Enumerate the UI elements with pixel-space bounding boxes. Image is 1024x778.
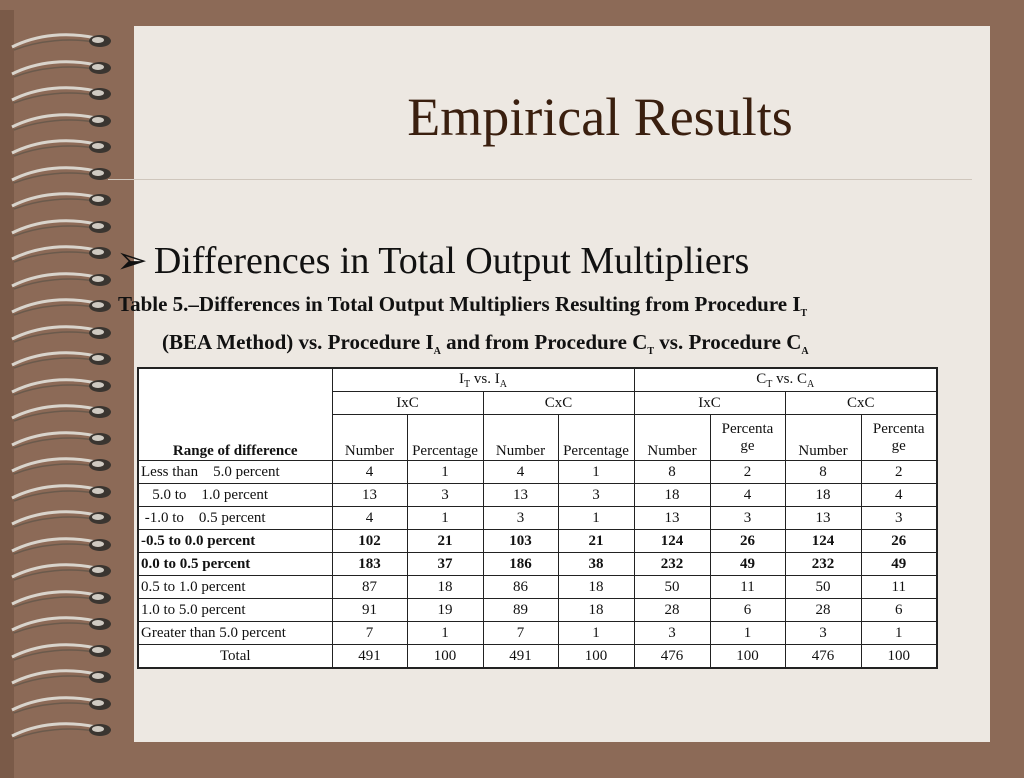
subgroup-header: IxC [634,392,785,415]
range-header-cell [138,368,332,461]
column-header: Percenta ge [710,415,785,461]
table-cell: 232 [785,553,861,576]
row-label: -0.5 to 0.0 percent [138,530,332,553]
spiral-coil-icon [8,456,114,476]
table-cell: 3 [861,507,937,530]
table-cell: 4 [332,461,407,484]
table-cell: 1 [558,622,634,645]
total-label: Total [138,645,332,669]
table-cell: 89 [483,599,558,622]
caption-text: (BEA Method) vs. Procedure I [162,330,434,355]
table-cell: 4 [483,461,558,484]
caption-subscript: T [800,308,808,320]
table-cell: 100 [861,645,937,669]
spiral-coil-icon [8,536,114,556]
table-cell: 3 [483,507,558,530]
range-header: Range of difference [172,443,298,459]
spiral-coil-icon [8,668,114,688]
spiral-coil-icon [8,138,114,158]
row-label: 0.5 to 1.0 percent [138,576,332,599]
table-cell: 124 [634,530,710,553]
table-cell: 7 [332,622,407,645]
table-cell: 3 [558,484,634,507]
spiral-coil-icon [8,32,114,52]
subgroup-header: CxC [785,392,937,415]
row-label: -1.0 to 0.5 percent [138,507,332,530]
table-row [138,576,937,599]
column-header: Number [483,415,558,461]
caption-subscript: T [647,346,655,358]
table-cell: 100 [407,645,483,669]
row-label: 0.0 to 0.5 percent [138,553,332,576]
spiral-coil-icon [8,642,114,662]
spiral-coil-icon [8,483,114,503]
table-cell: 1 [558,461,634,484]
slide-title: Empirical Results [407,87,793,147]
spiral-coil-icon [8,244,114,264]
caption-text: vs. Procedure C [654,330,802,355]
spiral-coil-icon [8,615,114,635]
row-label: 1.0 to 5.0 percent [138,599,332,622]
table-cell: 1 [407,507,483,530]
column-header: Percentage [558,415,634,461]
total-row [138,645,937,669]
table-cell: 13 [785,507,861,530]
spiral-coil-icon [8,509,114,529]
table-cell: 37 [407,553,483,576]
spiral-coil-icon [8,695,114,715]
column-header: Percentage [407,415,483,461]
bullet-item [116,238,749,283]
subgroup-header: IxC [332,392,483,415]
spiral-coil-icon [8,218,114,238]
bullet-text: Differences in Total Output Multipliers [153,240,750,282]
table-cell: 124 [785,530,861,553]
table-row [138,507,937,530]
table-cell: 4 [710,484,785,507]
table-cell: 86 [483,576,558,599]
table-cell: 13 [483,484,558,507]
spiral-coil-icon [8,59,114,79]
table-cell: 100 [558,645,634,669]
spiral-coil-icon [8,721,114,741]
table-cell: 11 [861,576,937,599]
table-row [138,530,937,553]
table-cell: 476 [634,645,710,669]
table-cell: 8 [634,461,710,484]
table-cell: 49 [710,553,785,576]
row-label: Greater than 5.0 percent [138,622,332,645]
table-cell: 13 [332,484,407,507]
table-cell: 3 [785,622,861,645]
table-cell: 1 [558,507,634,530]
title-divider [108,179,972,180]
column-header: Number [634,415,710,461]
table-row [138,461,937,484]
table-row [138,484,937,507]
group-header: $I_T$ vs. $I_A$ [332,368,634,392]
table-cell: 1 [710,622,785,645]
table-cell: 50 [785,576,861,599]
table-cell: 2 [710,461,785,484]
table-cell: 4 [332,507,407,530]
table-cell: 13 [634,507,710,530]
table-cell: 19 [407,599,483,622]
table-cell: 49 [861,553,937,576]
table-cell: 4 [861,484,937,507]
table-row [138,599,937,622]
spiral-coil-icon [8,589,114,609]
group-header: $C_T$ vs. $C_A$ [634,368,937,392]
table-cell: 38 [558,553,634,576]
spiral-coil-icon [8,297,114,317]
table-cell: 491 [332,645,407,669]
table-cell: 87 [332,576,407,599]
caption-subscript: A [433,346,441,358]
table-cell: 232 [634,553,710,576]
table-cell: 183 [332,553,407,576]
table-cell: 3 [710,507,785,530]
spiral-coil-icon [8,377,114,397]
table-cell: 18 [558,576,634,599]
column-header: Percenta ge [861,415,937,461]
table-cell: 103 [483,530,558,553]
bullet-arrow-icon: ➢ [116,240,148,282]
table-cell: 50 [634,576,710,599]
table-row [138,622,937,645]
table-cell: 1 [861,622,937,645]
caption-line-1 [118,290,978,328]
column-header: Number [785,415,861,461]
table-caption [118,290,978,366]
table-cell: 2 [861,461,937,484]
table-cell: 18 [407,576,483,599]
table-cell: 21 [558,530,634,553]
table-cell: 28 [785,599,861,622]
caption-subscript: A [801,346,809,358]
table-cell: 28 [634,599,710,622]
spiral-binding [0,10,134,750]
caption-text: Table 5.–Differences in Total Output Multipliers Resulting from Procedure I [118,292,801,316]
table-cell: 18 [634,484,710,507]
column-header: Number [332,415,407,461]
group-header-row [138,368,937,392]
subgroup-header: CxC [483,392,634,415]
row-label: 5.0 to 1.0 percent [138,484,332,507]
spiral-coil-icon [8,430,114,450]
row-label: Less than 5.0 percent [138,461,332,484]
table-cell: 3 [407,484,483,507]
table-cell: 6 [710,599,785,622]
table-cell: 8 [785,461,861,484]
table-cell: 3 [634,622,710,645]
table-cell: 100 [710,645,785,669]
table-cell: 11 [710,576,785,599]
spiral-coil-icon [8,112,114,132]
table-cell: 21 [407,530,483,553]
caption-text: and from Procedure C [440,330,648,355]
table-cell: 6 [861,599,937,622]
table-cell: 186 [483,553,558,576]
table-cell: 91 [332,599,407,622]
spiral-coil-icon [8,324,114,344]
table-cell: 476 [785,645,861,669]
caption-line-2 [118,328,978,366]
spiral-coil-icon [8,85,114,105]
spiral-coil-icon [8,191,114,211]
table-cell: 26 [710,530,785,553]
spiral-coil-icon [8,350,114,370]
table-cell: 18 [558,599,634,622]
results-table [137,367,938,669]
spiral-coil-icon [8,562,114,582]
table-cell: 102 [332,530,407,553]
spiral-coil-icon [8,403,114,423]
table-cell: 18 [785,484,861,507]
table-cell: 26 [861,530,937,553]
table-cell: 1 [407,461,483,484]
spiral-coil-icon [8,165,114,185]
table-cell: 7 [483,622,558,645]
table-cell: 491 [483,645,558,669]
table-cell: 1 [407,622,483,645]
spiral-coil-icon [8,271,114,291]
table-row [138,553,937,576]
